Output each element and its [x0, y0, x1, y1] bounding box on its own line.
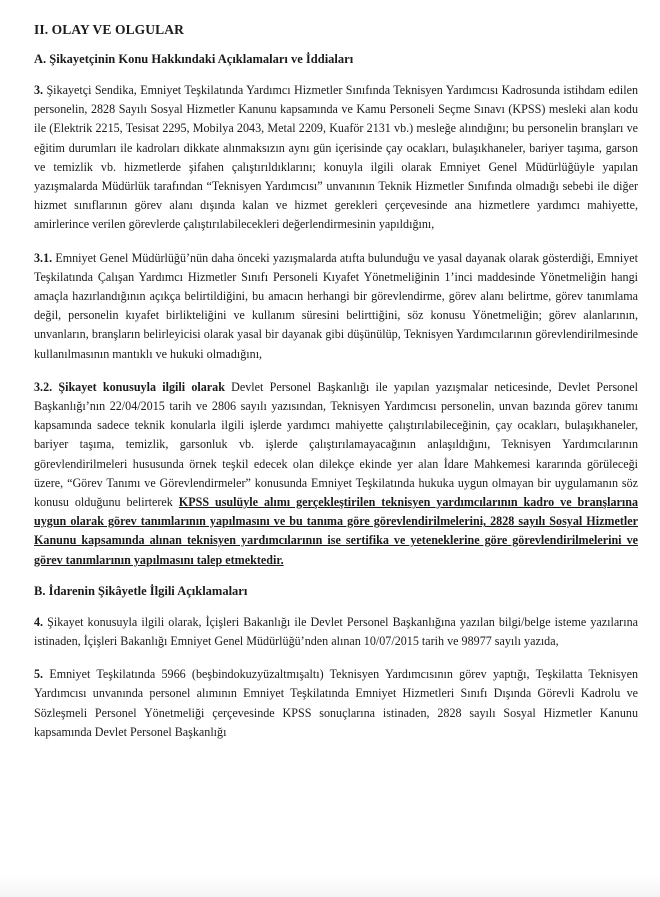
- subsection-b-title: B. İdarenin Şikâyetle İlgili Açıklamaları: [34, 583, 248, 598]
- paragraph-number: 3.: [34, 83, 44, 97]
- paragraph-3-2: [34, 378, 638, 570]
- paragraph-emphasis: KPSS usulüyle alımı gerçekleştirilen teknisyen yardımcılarının kadro ve branşlarına uygun olarak görev tanımlarının yapılmasını ve bu tanıma göre görevlendirilmelerini, 2828 sayılı Sosyal Hizmetler Kanunu kapsamında alınan teknisyen yardımcılarının ise sertifika ve yeteneklerine göre görevlendirilmelerini ve görev tanımlarının yapılmasını talep etmektedir.: [34, 495, 639, 567]
- scan-edge-shadow: [0, 875, 660, 897]
- paragraph-text: Emniyet Teşkilatında 5966 (beşbindokuzyüzaltmışaltı) Teknisyen Yardımcısının görev yaptığı, Teşkilatta Teknisyen Yardımcısı unvanında personel alımının Emniyet Teşkilatında Emniyet Hizmetleri Sınıfı Dışında Görevli Kadrolu ve Sözleşmeli Personel Yönetmeliği çerçevesinde KPSS sonuçlarına istinaden, 2828 sayılı Sosyal Hizmetler Kanunu kapsamında Devlet Personel Başkanlığı: [34, 667, 638, 739]
- paragraph-number: 3.1.: [34, 250, 53, 265]
- paragraph-4: [34, 613, 638, 651]
- document-body: [34, 22, 638, 756]
- paragraph-text: Emniyet Genel Müdürlüğü’nün daha önceki yazışmalarda atıfta bulunduğu ve yasal dayanak olarak gösterdiği, Emniyet Teşkilatında Çalışan Yardımcı Hizmetler Sınıfı Personeli Kıyafet Yönetmeliğinin 1’inci maddesinde Yönetmeliğin hangi amaçla hazırlandığının açıkça belirtildiğini, bu amacın herhangi bir görevlendirme, görev alanı belirtme, görev tanımlama değil, personelin kıyafet birlikteliğini ve kullanım süresini belirttiğini, söz konusu Yönetmeliğin; görev alanlarının, unvanların, branşların belirleyicisi olarak yasal bir dayanak gibi düşünülüp, Teknisyen Yardımcılarının görevlendirilmesinde kullanılmasının mantıklı ve hukuki olmadığını,: [34, 250, 638, 361]
- subsection-a-title: A. Şikayetçinin Konu Hakkındaki Açıklamaları ve İddiaları: [34, 52, 354, 66]
- section-title: II. OLAY VE OLGULAR: [34, 22, 184, 37]
- paragraph-text: Şikayetçi Sendika, Emniyet Teşkilatında Yardımcı Hizmetler Sınıfında Teknisyen Yardımcısı Kadrosunda istihdam edilen personelin, 2828 Sayılı Sosyal Hizmetler Kanunu kapsamında ve Kamu Personeli Seçme Sınavı (KPSS) mesleki alan kodu ile (Elektrik 2215, Tesisat 2295, Mobilya 2043, Metal 2209, Kuaför 2131 vb.) mesleğe alındığını; bu personelin branşları ve eğitim durumları ile kadroları dikkate alınmaksızın aynı gün içerisinde çay ocakları, bulaşıkhaneler, bariyer taşıma, garson ve temizlik vb. hizmetlerde şifahen çalıştırıldıklarını; konuyla ilgili olarak Emniyet Genel Müdürlüğüyle yapılan yazışmalarda Müdürlük tarafından “Teknisyen Yardımcısı” unvanının Teknik Hizmetler Sınıfında olmadığı sebebi ile diğer hizmet sınıflarının görev alanı dışında kalan ve hizmet gerekleri çerçevesinde ana hizmetlere yardımcı mahiyette, amirlerince verilen görevlerde çalıştırılabilecekleri değerlendirmesinin yapıldığını,: [34, 83, 638, 232]
- paragraph-text: Devlet Personel Başkanlığı ile yapılan yazışmalar neticesinde, Devlet Personel Başkanlığı’nın 22/04/2015 tarih ve 2806 sayılı yazısından, Teknisyen Yardımcısı personelin, unvan bazında görev tanımı kapsamında sadece teknik konularla ilgili işlerde yardımcı mahiyette çalıştırılabileceğinin, çay ocakları, bulaşıkhaneler, bariyer taşıma, temizlik, garsonluk vb. işlerde çalıştırılamayacağının anlaşıldığını, Teknisyen Yardımcılarının görevlendirilmeleri hususunda örnek teşkil edecek olan dilekçe ekinde yer alan İdare Mahkemesi kararında görüleceği üzere, “Görev Tanımı ve Görevlendirmeler” konusunda Emniyet Teşkilatında hukuka uygun olmayan bir uygulamanın söz konusu olduğunu belirterek: [34, 379, 638, 510]
- paragraph-number: 4.: [34, 614, 44, 629]
- paragraph-3: [34, 81, 638, 235]
- paragraph-text: Şikayet konusuyla ilgili olarak, İçişleri Bakanlığı ile Devlet Personel Başkanlığına yazılan bilgi/belge isteme yazılarına istinaden, İçişleri Bakanlığı Emniyet Genel Müdürlüğü’nden alınan 10/07/2015 tarih ve 98977 sayılı yazıda,: [34, 614, 638, 649]
- paragraph-5: [34, 665, 638, 742]
- paragraph-number: 5.: [34, 667, 44, 682]
- paragraph-3-1: [34, 249, 638, 364]
- paragraph-lead: 3.2. Şikayet konusuyla ilgili olarak: [34, 379, 225, 394]
